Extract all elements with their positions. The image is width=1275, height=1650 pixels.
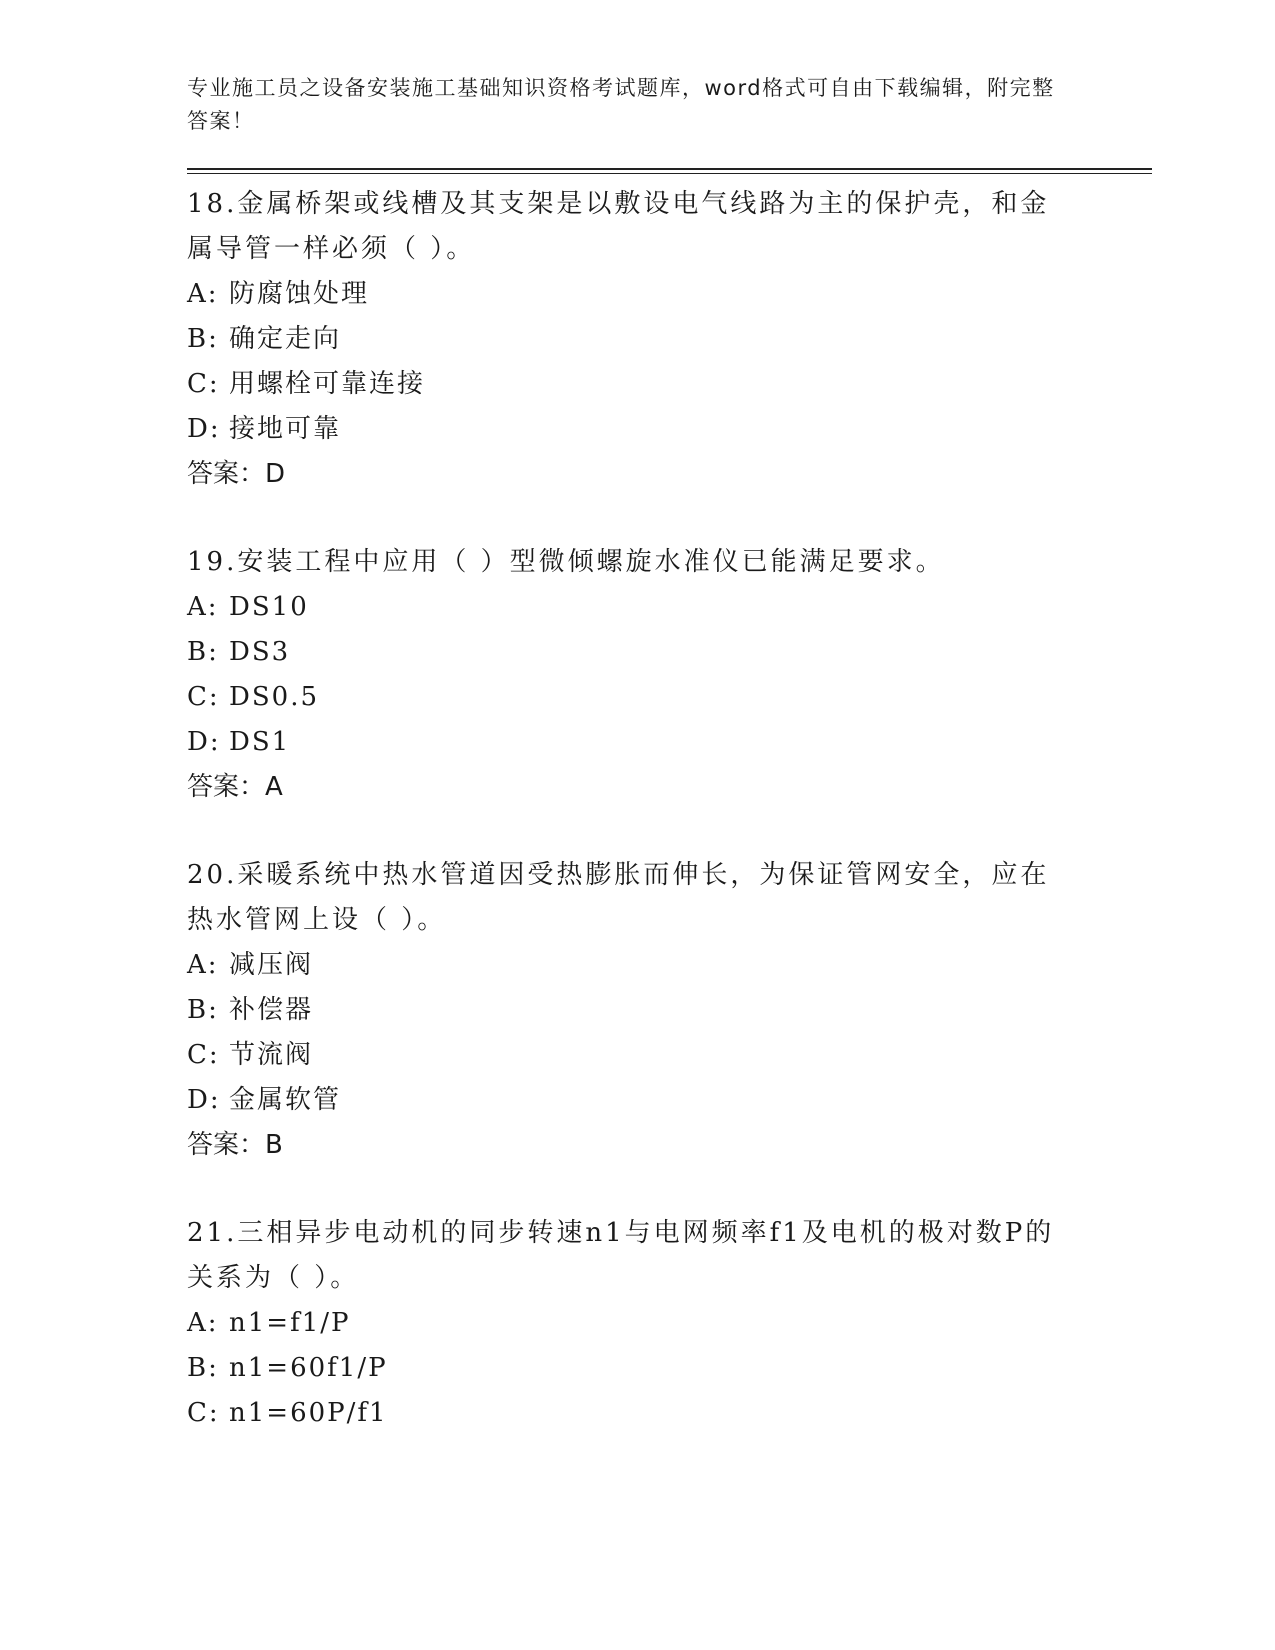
answer-label: 答案：D xyxy=(187,459,286,489)
option-b: B: 确定走向 xyxy=(187,324,342,354)
option-c: C: DS0.5 xyxy=(187,682,320,712)
option-c: C: n1=60P/f1 xyxy=(187,1398,388,1428)
option-c: C: 节流阀 xyxy=(187,1040,314,1070)
option-b: B: 补偿器 xyxy=(187,995,314,1025)
question-stem: 20.采暖系统中热水管道因受热膨胀而伸长，为保证管网安全，应在热水管网上设（ ）。 xyxy=(187,860,1050,935)
option-d: D: 接地可靠 xyxy=(187,414,342,444)
question-stem: 21.三相异步电动机的同步转速n1与电网频率f1及电机的极对数P的关系为（ ）。 xyxy=(187,1218,1055,1293)
option-a: A: n1=f1/P xyxy=(187,1308,351,1338)
question-19 xyxy=(187,540,1147,810)
question-stem: 19.安装工程中应用（ ）型微倾螺旋水准仪已能满足要求。 xyxy=(187,547,945,577)
option-b: B: DS3 xyxy=(187,637,291,667)
option-a: A: 减压阀 xyxy=(187,950,314,980)
answer-label: 答案：B xyxy=(187,1130,283,1160)
question-20 xyxy=(187,853,1147,1168)
option-a: A: DS10 xyxy=(187,592,309,622)
question-18 xyxy=(187,182,1147,497)
option-a: A: 防腐蚀处理 xyxy=(187,279,370,309)
option-d: D: DS1 xyxy=(187,727,291,757)
document-header: 专业施工员之设备安装施工基础知识资格考试题库，word格式可自由下载编辑，附完整答案！ xyxy=(187,76,1055,133)
question-stem: 18.金属桥架或线槽及其支架是以敷设电气线路为主的保护壳，和金属导管一样必须（ ）。 xyxy=(187,189,1050,264)
option-d: D: 金属软管 xyxy=(187,1085,342,1115)
option-c: C: 用螺栓可靠连接 xyxy=(187,369,426,399)
option-b: B: n1=60f1/P xyxy=(187,1353,388,1383)
document-page xyxy=(187,72,1147,1436)
question-21 xyxy=(187,1211,1147,1436)
answer-label: 答案：A xyxy=(187,772,283,802)
